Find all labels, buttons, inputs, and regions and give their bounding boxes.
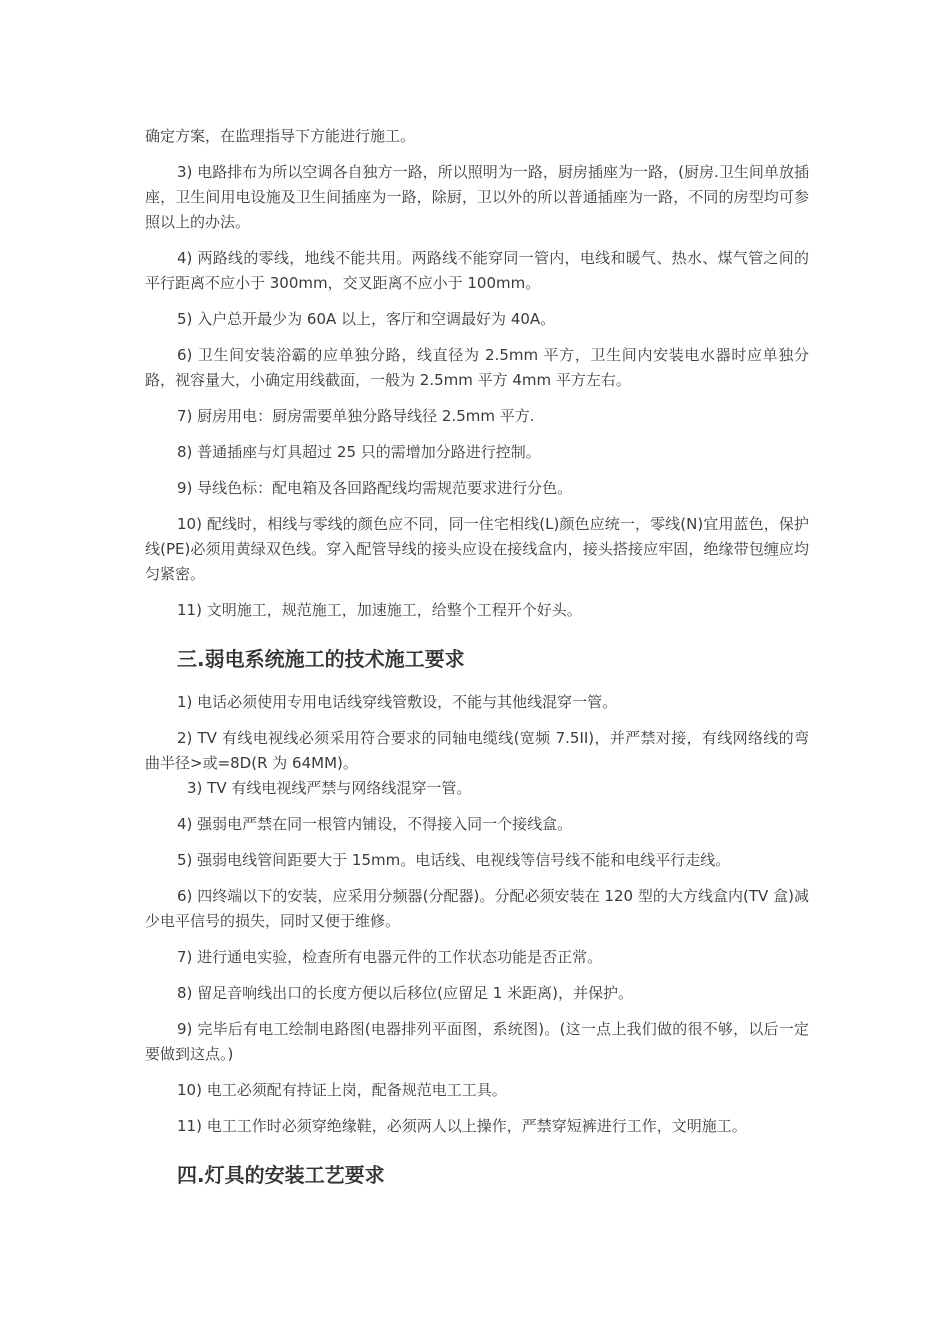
paragraph-item-3: 3) 电路排布为所以空调各自独方一路，所以照明为一路，厨房插座为一路，(厨房.卫生间单放插座，卫生间用电设施及卫生间插座为一路，除厨，卫以外的所以普通插座为一路，不同的房型均可参照以上的办法。 xyxy=(145,163,809,231)
weak-current-item-8: 8) 留足音响线出口的长度方便以后移位(应留足 1 米距离)，并保护。 xyxy=(177,984,633,1002)
weak-current-item-11: 11) 电工工作时必须穿绝缘鞋，必须两人以上操作，严禁穿短裤进行工作，文明施工。 xyxy=(177,1117,747,1135)
paragraph-item-7: 7) 厨房用电：厨房需要单独分路导线径 2.5mm 平方. xyxy=(177,407,535,425)
paragraph-item-8: 8) 普通插座与灯具超过 25 只的需增加分路进行控制。 xyxy=(177,443,541,461)
weak-current-item-6: 6) 四终端以下的安装，应采用分频器(分配器)。分配必须安装在 120 型的大方线盒内(TV 盒)减少电平信号的损失，同时又便于维修。 xyxy=(145,887,809,930)
weak-current-item-7: 7) 进行通电实验，检查所有电器元件的工作状态功能是否正常。 xyxy=(177,948,603,966)
paragraph-item-11: 11) 文明施工，规范施工，加速施工，给整个工程开个好头。 xyxy=(177,601,582,619)
paragraph-item-5: 5) 入户总开最少为 60A 以上，客厅和空调最好为 40A。 xyxy=(177,310,556,328)
paragraph-item-10: 10) 配线时，相线与零线的颜色应不同，同一住宅相线(L)颜色应统一，零线(N)宜用蓝色，保护线(PE)必须用黄绿双色线。穿入配管导线的接头应设在接线盒内，接头搭接应牢固，绝缘带包缠应均匀紧密。 xyxy=(145,515,809,583)
section-heading-4: 四.灯具的安装工艺要求 xyxy=(177,1163,385,1187)
weak-current-item-1: 1) 电话必须使用专用电话线穿线管敷设，不能与其他线混穿一管。 xyxy=(177,693,618,711)
paragraph-item-9: 9) 导线色标：配电箱及各回路配线均需规范要求进行分色。 xyxy=(177,479,573,497)
weak-current-item-5: 5) 强弱电线管间距要大于 15mm。电话线、电视线等信号线不能和电线平行走线。 xyxy=(177,851,731,869)
weak-current-item-3: 3) TV 有线电视线严禁与网络线混穿一管。 xyxy=(187,779,472,797)
weak-current-item-4: 4) 强弱电严禁在同一根管内铺设，不得接入同一个接线盒。 xyxy=(177,815,573,833)
weak-current-item-10: 10) 电工必须配有持证上岗，配备规范电工工具。 xyxy=(177,1081,507,1099)
paragraph-item-4: 4) 两路线的零线，地线不能共用。两路线不能穿同一管内，电线和暖气、热水、煤气管之间的平行距离不应小于 300mm，交叉距离不应小于 100mm。 xyxy=(145,249,809,292)
weak-current-item-2: 2) TV 有线电视线必须采用符合要求的同轴电缆线(宽频 7.5II)，并严禁对接，有线网络线的弯曲半径>或=8D(R 为 64MM)。 xyxy=(145,729,809,772)
weak-current-item-9: 9) 完毕后有电工绘制电路图(电器排列平面图，系统图)。(这一点上我们做的很不够，以后一定要做到这点。) xyxy=(145,1020,809,1063)
paragraph-continuation: 确定方案，在监理指导下方能进行施工。 xyxy=(145,127,416,145)
section-heading-3: 三.弱电系统施工的技术施工要求 xyxy=(177,647,465,671)
document-body xyxy=(145,124,809,1206)
paragraph-item-6: 6) 卫生间安装浴霸的应单独分路，线直径为 2.5mm 平方，卫生间内安装电水器时应单独分路，视容量大，小确定用线截面，一般为 2.5mm 平方 4mm 平方左右。 xyxy=(145,346,809,389)
